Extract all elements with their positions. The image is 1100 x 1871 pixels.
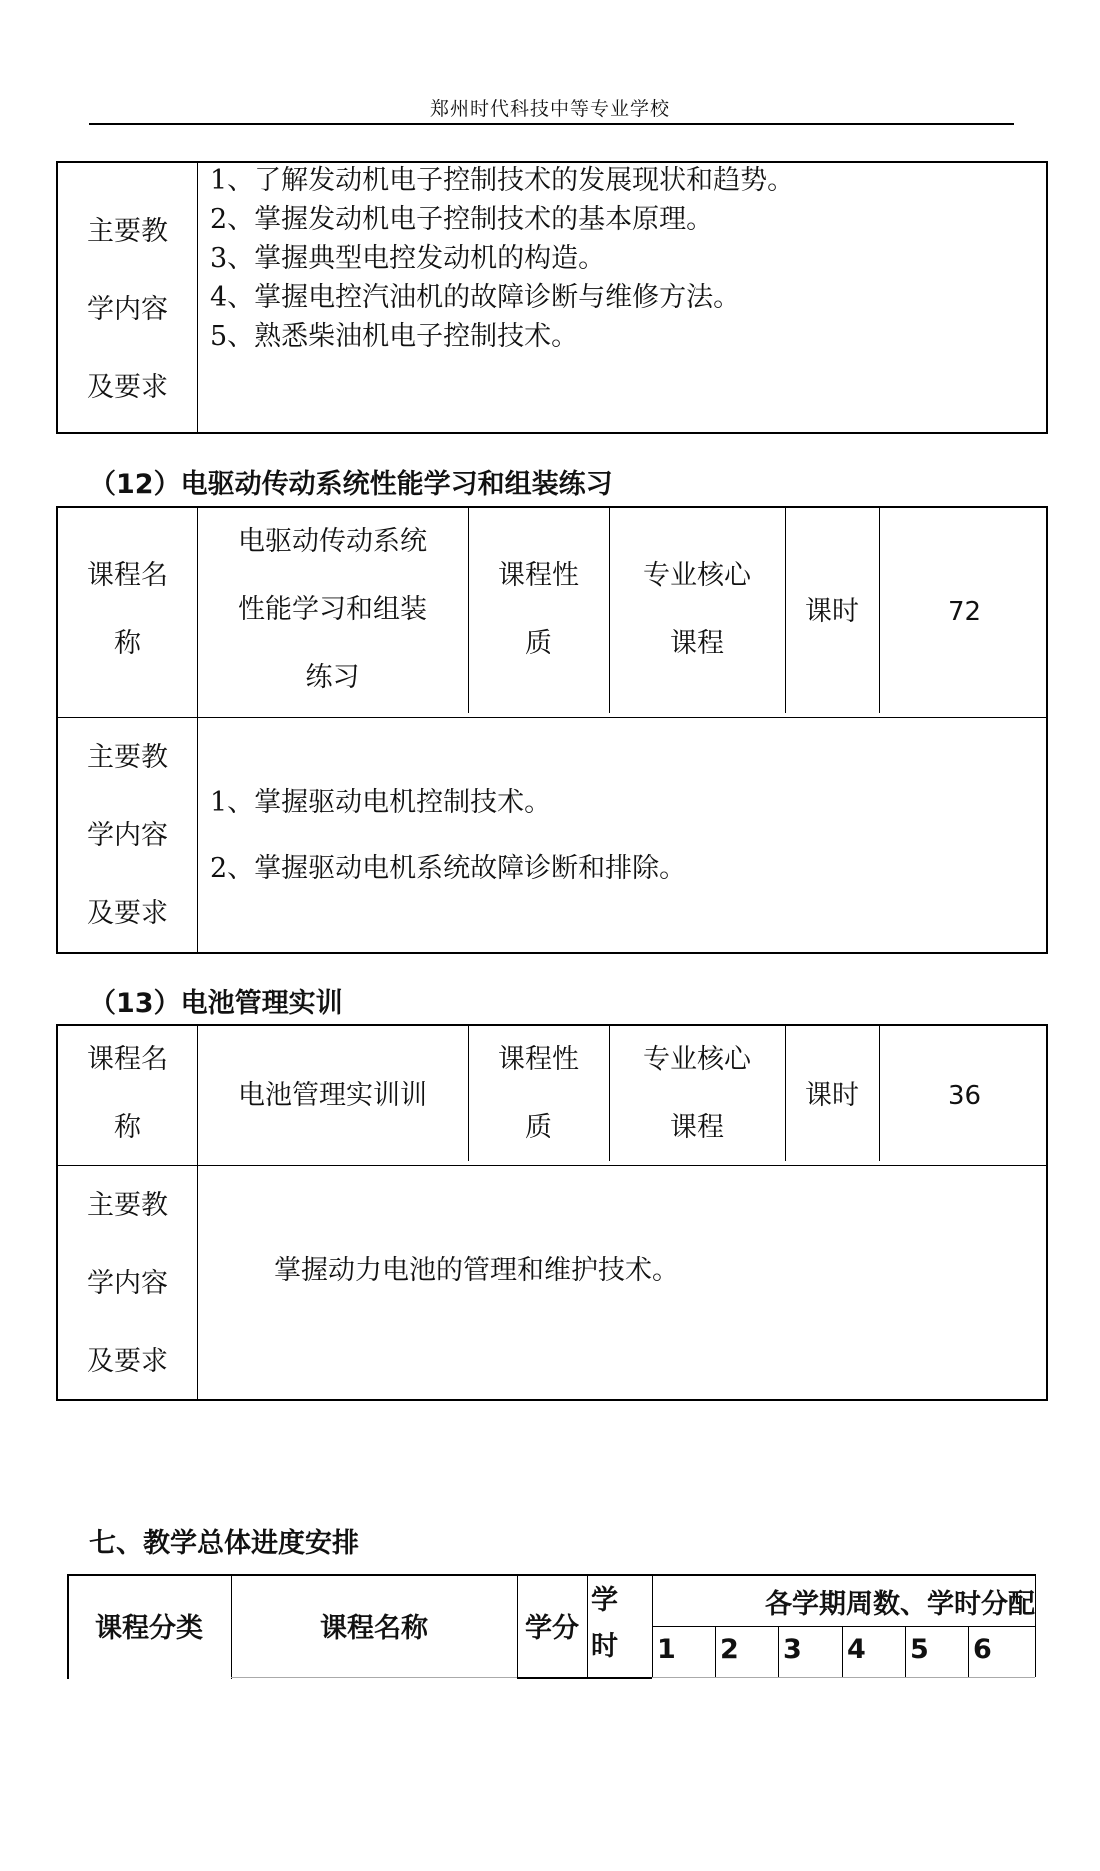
content-label: 主要教 学内容 及要求 xyxy=(87,1190,168,1377)
list-item: 2、掌握发动机电子控制技术的基本原理。 xyxy=(210,204,714,235)
header-divider xyxy=(89,123,1014,125)
semester-2: 2 xyxy=(720,1634,739,1665)
list-item: 1、掌握驱动电机控制技术。 xyxy=(210,787,552,818)
course-nature-label: 课程性 质 xyxy=(498,560,579,659)
content-label: 主要教 学内容 及要求 xyxy=(87,216,168,403)
list-item: 1、了解发动机电子控制技术的发展现状和趋势。 xyxy=(210,165,795,196)
content-label: 主要教 学内容 及要求 xyxy=(87,742,168,929)
col-hours: 学 时 xyxy=(591,1585,618,1662)
hours-label: 课时 xyxy=(805,1080,859,1111)
course-name-value: 电驱动传动系统 性能学习和组装 练习 xyxy=(238,526,427,693)
course-12-table xyxy=(56,506,1048,954)
list-item: 4、掌握电控汽油机的故障诊断与维修方法。 xyxy=(210,282,741,313)
page-header-school: 郑州时代科技中等专业学校 xyxy=(429,98,670,120)
course-13-table xyxy=(56,1024,1048,1401)
semester-3: 3 xyxy=(783,1634,802,1665)
course-nature-value: 专业核心 课程 xyxy=(643,560,751,659)
course-name-label: 课程名 称 xyxy=(87,1044,168,1143)
hours-value: 36 xyxy=(947,1081,982,1111)
course-name-label: 课程名 称 xyxy=(87,560,168,659)
col-distribution: 各学期周数、学时分配 xyxy=(765,1589,1035,1620)
section-12-title: （12）电驱动传动系统性能学习和组装练习 xyxy=(89,469,613,500)
hours-label: 课时 xyxy=(805,596,859,627)
semester-5: 5 xyxy=(910,1634,929,1665)
content-items xyxy=(210,161,794,356)
course-nature-label: 课程性 质 xyxy=(498,1044,579,1143)
section-13-title: （13）电池管理实训 xyxy=(89,988,343,1019)
list-item: 2、掌握驱动电机系统故障诊断和排除。 xyxy=(210,853,687,884)
col-category: 课程分类 xyxy=(95,1613,203,1644)
hours-value: 72 xyxy=(947,597,982,627)
schedule-table-header xyxy=(67,1574,1037,1679)
col-course-name: 课程名称 xyxy=(320,1613,428,1644)
list-item: 5、熟悉柴油机电子控制技术。 xyxy=(210,321,579,352)
section-7-title: 七、教学总体进度安排 xyxy=(89,1528,359,1559)
semester-4: 4 xyxy=(847,1634,866,1665)
content-items xyxy=(210,770,686,902)
content-text: 掌握动力电池的管理和维护技术。 xyxy=(274,1255,679,1286)
course-nature-value: 专业核心 课程 xyxy=(643,1044,751,1143)
semester-6: 6 xyxy=(973,1634,992,1665)
col-credit: 学分 xyxy=(525,1613,579,1644)
list-item: 3、掌握典型电控发动机的构造。 xyxy=(210,243,606,274)
course-11-content-table xyxy=(56,161,1048,434)
semester-1: 1 xyxy=(657,1634,676,1665)
course-name-value: 电池管理实训训 xyxy=(238,1080,427,1111)
